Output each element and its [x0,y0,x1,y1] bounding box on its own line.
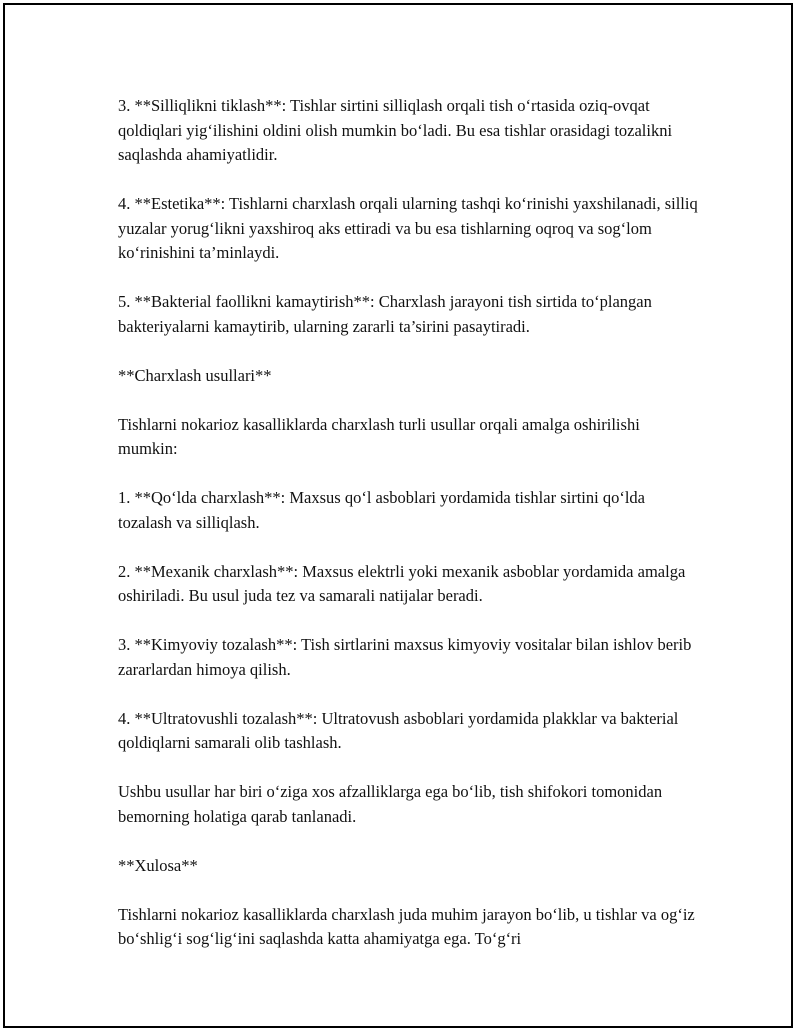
section-heading-conclusion: **Xulosa** [118,855,198,875]
paragraph-methods-intro: Tishlarni nokarioz kasalliklarda charxlash turli usullar orqali amalga oshirilishi mumkin: [118,414,640,458]
paragraph-conclusion: Tishlarni nokarioz kasalliklarda charxlash juda muhim jarayon bo‘lib, u tishlar va og‘iz bo‘shlig‘i sog‘lig‘ini saqlashda katta ahamiyatga ega. To‘g‘ri [118,904,695,948]
paragraph-smoothness-restoration: 3. **Silliqlikni tiklash**: Tishlar sirtini silliqlash orqali tish o‘rtasida oziq-ovqat qoldiqlari yig‘ilishini oldini olish mumkin bo‘ladi. Bu esa tishlar orasidagi tozalikni saqlashda ahamiyatlidir. [118,96,673,164]
paragraph-bacterial-activity: 5. **Bakterial faollikni kamaytirish**: Charxlash jarayoni tish sirtida to‘plangan bakteriyalarni kamaytirib, ularning zararli ta’sirini pasaytiradi. [118,292,652,336]
paragraph-manual-polishing: 1. **Qo‘lda charxlash**: Maxsus qo‘l asboblari yordamida tishlar sirtini qo‘lda tozalash va silliqlash. [118,488,645,532]
document-body [118,94,698,976]
paragraph-methods-summary: Ushbu usullar har biri o‘ziga xos afzalliklarga ega bo‘lib, tish shifokori tomonidan bemorning holatiga qarab tanlanadi. [118,782,663,826]
paragraph-mechanical-polishing: 2. **Mexanik charxlash**: Maxsus elektrli yoki mexanik asboblar yordamida amalga oshiriladi. Bu usul juda tez va samarali natijalar beradi. [118,561,686,605]
paragraph-chemical-cleaning: 3. **Kimyoviy tozalash**: Tish sirtlarini maxsus kimyoviy vositalar bilan ishlov berib zararlardan himoya qilish. [118,635,692,679]
paragraph-ultrasonic-cleaning: 4. **Ultratovushli tozalash**: Ultratovush asboblari yordamida plakklar va bakterial qoldiqlarni samarali olib tashlash. [118,708,679,752]
paragraph-aesthetics: 4. **Estetika**: Tishlarni charxlash orqali ularning tashqi ko‘rinishi yaxshilanadi, silliq yuzalar yorug‘likni yaxshiroq aks ettiradi va bu esa tishlarning oqroq va sog‘lom ko‘rinishini ta’minlaydi. [118,194,698,262]
section-heading-methods: **Charxlash usullari** [118,365,272,385]
